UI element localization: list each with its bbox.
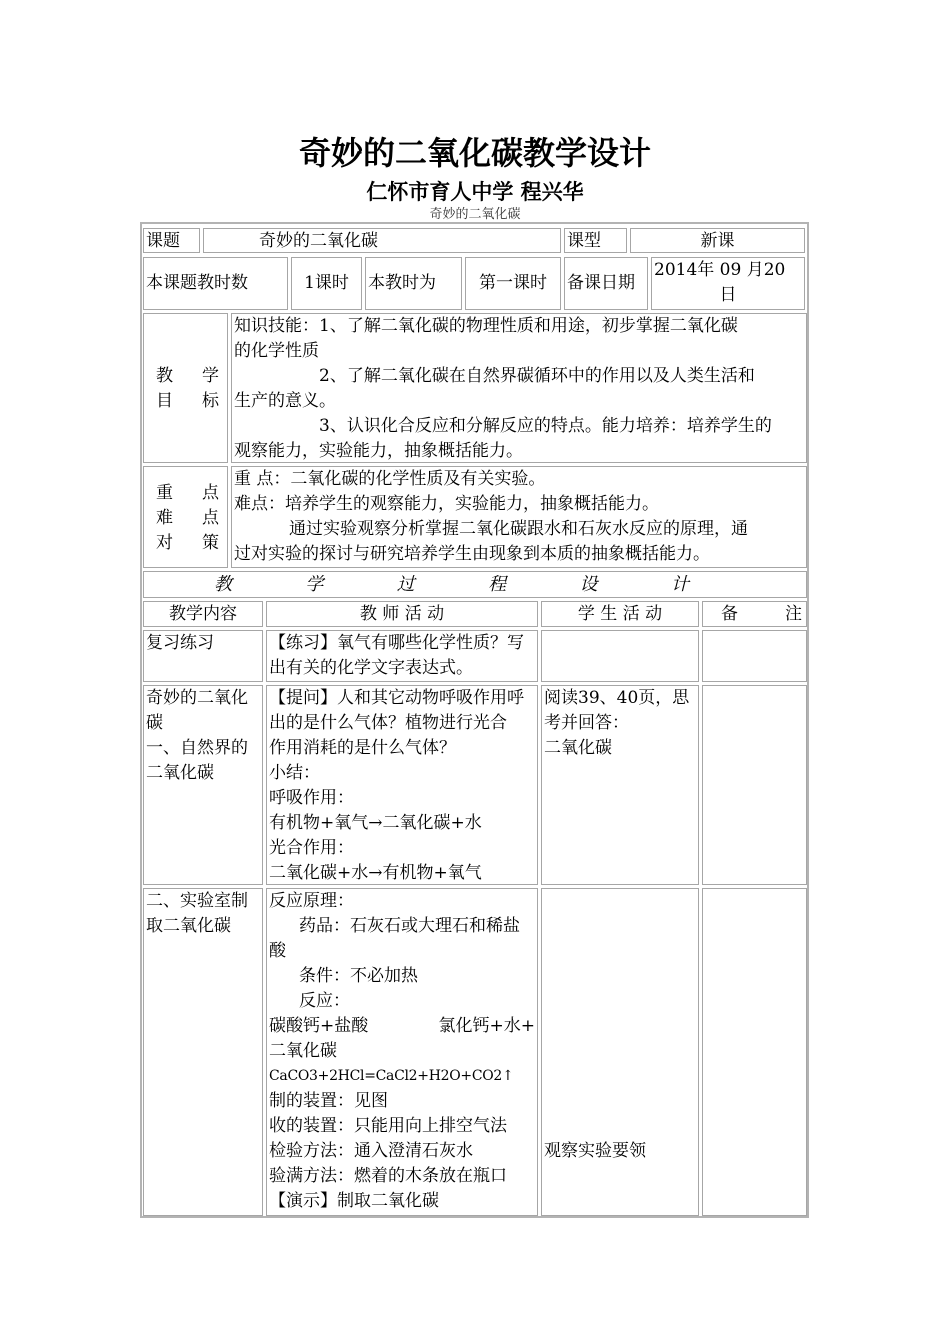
- cell-line: 二氧化碳: [269, 1041, 337, 1061]
- keypoints-label: 点: [202, 508, 219, 528]
- notes-header-b: 注: [785, 604, 802, 624]
- goals-line: 观察能力，实验能力，抽象概括能力。: [234, 441, 523, 461]
- cell-line: 二氧化碳: [544, 738, 612, 758]
- cell-line: 酸: [269, 941, 286, 961]
- hours-value: 1课时: [291, 257, 362, 310]
- goals-label-a: 教: [156, 366, 173, 386]
- cell-line: 【练习】氧气有哪些化学性质？写: [269, 633, 524, 653]
- goals-content: [231, 313, 807, 463]
- cell-line: 验满方法：燃着的木条放在瓶口: [269, 1166, 507, 1186]
- products: 氯化钙+水+: [438, 1016, 535, 1036]
- nature-student: [541, 685, 699, 885]
- nature-teacher: [266, 685, 538, 885]
- date-value: [651, 257, 805, 310]
- keypoints-label: 重: [156, 483, 173, 503]
- goals-label-c: 目: [156, 391, 173, 411]
- process-title: [143, 571, 807, 598]
- cell-line: 一、自然界的: [146, 738, 248, 758]
- cell-line: 作用消耗的是什么气体？: [269, 738, 456, 758]
- process-title-char: 过: [396, 574, 415, 595]
- goals-line: 3、认识化合反应和分解反应的特点。能力培养：培养学生的: [319, 416, 772, 436]
- nature-content: [143, 685, 263, 885]
- review-student: [541, 630, 699, 682]
- cell-line: 二氧化碳: [146, 763, 214, 783]
- hours-label: 本课题教时数: [143, 257, 288, 310]
- cell-line: 观察实验要领: [544, 1141, 646, 1161]
- cell-line: 药品：石灰石或大理石和稀盐: [299, 916, 520, 936]
- type-label: 课型: [564, 228, 627, 253]
- review-content: [143, 630, 263, 682]
- cell-line: 考并回答：: [544, 713, 629, 733]
- cell-line: 小结：: [269, 763, 320, 783]
- date-line-2: 日: [719, 285, 737, 305]
- keypoints-line: 难点：培养学生的观察能力，实验能力，抽象概括能力。: [234, 494, 659, 514]
- keypoints-label: 对: [156, 533, 173, 553]
- chemical-equation: CaCO3+2HCl=CaCl2+H2O+CO2↑: [269, 1068, 514, 1084]
- goals-label-cell: [143, 313, 228, 463]
- process-title-char: 计: [670, 574, 689, 595]
- cell-line: 二、实验室制: [146, 891, 248, 911]
- topic-label: 课题: [143, 228, 200, 253]
- cell-line: 出有关的化学文字表达式。: [269, 658, 473, 678]
- keypoints-line: 过对实验的探讨与研究培养学生由现象到本质的抽象概括能力。: [234, 544, 710, 564]
- lab-notes: [702, 888, 807, 1216]
- goals-line: 的化学性质: [234, 341, 319, 361]
- cell-line: 光合作用：: [269, 838, 354, 858]
- keypoints-line: 通过实验观察分析掌握二氧化碳跟水和石灰水反应的原理，通: [289, 519, 748, 539]
- cell-line: 呼吸作用：: [269, 788, 354, 808]
- col-header-content: 教学内容: [143, 601, 263, 627]
- cell-line: 出的是什么气体？植物进行光合: [269, 713, 507, 733]
- reaction-line: [269, 1014, 535, 1039]
- keypoints-label-cell: [143, 466, 228, 568]
- goals-line: 生产的意义。: [234, 391, 336, 411]
- keypoints-label: 策: [202, 533, 219, 553]
- cell-line: 检验方法：通入澄清石灰水: [269, 1141, 473, 1161]
- date-label: 备课日期: [564, 257, 648, 310]
- col-header-notes: [702, 601, 807, 627]
- keypoints-line: 重 点：二氧化碳的化学性质及有关实验。: [234, 469, 546, 489]
- cell-line: 二氧化碳+水→有机物+氧气: [269, 863, 482, 883]
- goals-line: 知识技能：1、了解二氧化碳的物理性质和用途，初步掌握二氧化碳: [234, 316, 738, 336]
- topic-value: 奇妙的二氧化碳: [203, 228, 561, 253]
- process-title-char: 设: [579, 574, 598, 595]
- cell-line: 【提问】人和其它动物呼吸作用呼: [269, 688, 524, 708]
- cell-line: 碳: [146, 713, 163, 733]
- process-title-char: 教: [214, 574, 232, 595]
- keypoints-label: 难: [156, 508, 173, 528]
- type-value: 新课: [630, 228, 805, 253]
- cell-line: 【演示】制取二氧化碳: [269, 1191, 439, 1211]
- goals-label-b: 学: [202, 366, 219, 386]
- current-label: 本教时为: [365, 257, 462, 310]
- goals-line: 2、了解二氧化碳在自然界碳循环中的作用以及人类生活和: [319, 366, 755, 386]
- keypoints-label: 点: [202, 483, 219, 503]
- cell-line: 制的装置：见图: [269, 1091, 388, 1111]
- cell-line: 复习练习: [146, 633, 214, 653]
- date-line-1: 2014年 09 月20: [654, 260, 786, 280]
- cell-line: 收的装置：只能用向上排空气法: [269, 1116, 507, 1136]
- lab-student: [541, 888, 699, 1216]
- process-title-char: 学: [305, 574, 324, 595]
- lab-teacher: [266, 888, 538, 1216]
- review-teacher: [266, 630, 538, 682]
- process-title-char: 程: [488, 574, 507, 595]
- reactants: 碳酸钙+盐酸: [269, 1016, 369, 1036]
- cell-line: 反应原理：: [269, 891, 354, 911]
- document-title: 奇妙的二氧化碳教学设计: [298, 134, 651, 172]
- document-caption: 奇妙的二氧化碳: [429, 207, 521, 222]
- cell-line: 反应：: [299, 991, 350, 1011]
- lab-content: [143, 888, 263, 1216]
- review-notes: [702, 630, 807, 682]
- keypoints-content: [231, 466, 807, 568]
- cell-line: 有机物+氧气→二氧化碳+水: [269, 813, 482, 833]
- cell-line: 奇妙的二氧化: [146, 688, 248, 708]
- cell-line: 取二氧化碳: [146, 916, 231, 936]
- goals-label-d: 标: [202, 391, 219, 411]
- current-value: 第一课时: [465, 257, 561, 310]
- nature-notes: [702, 685, 807, 885]
- author-line: 仁怀市育人中学 程兴华: [366, 180, 584, 204]
- cell-line: 条件：不必加热: [299, 966, 418, 986]
- col-header-student: 学 生 活 动: [541, 601, 699, 627]
- notes-header-a: 备: [721, 604, 738, 624]
- cell-line: 阅读39、40页，思: [544, 688, 690, 708]
- col-header-teacher: 教 师 活 动: [266, 601, 538, 627]
